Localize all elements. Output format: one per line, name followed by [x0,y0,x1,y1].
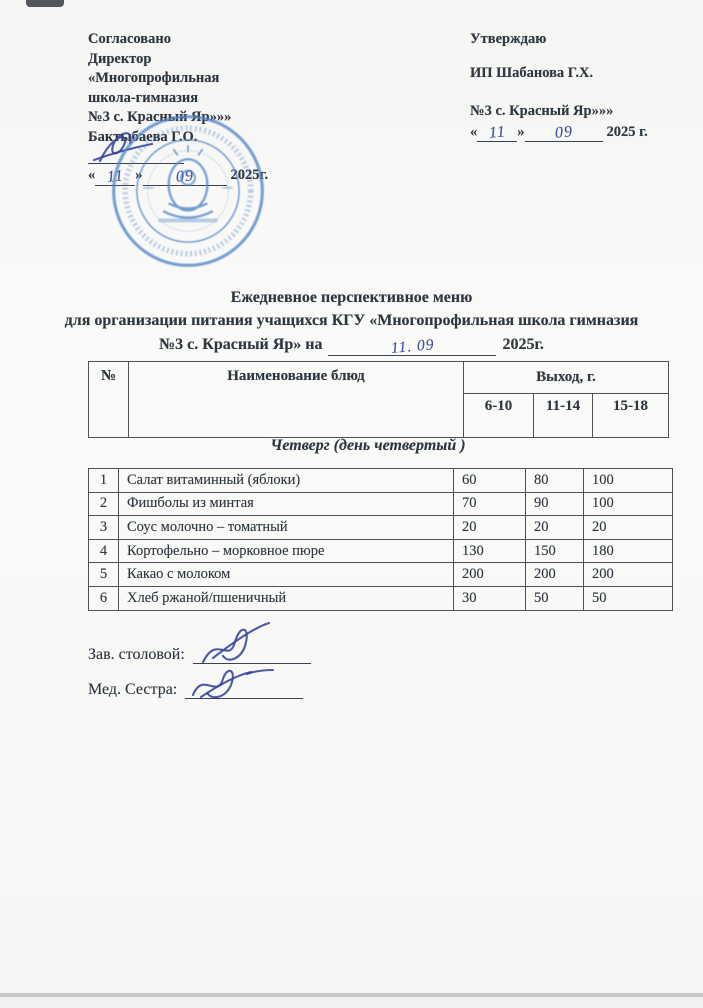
dish-name: Кортофельно – морковное пюре [119,539,454,563]
approval-left-line: Бактыбаева Г.О. [88,128,198,145]
day-heading: Четверг (день четвертый ) [270,437,466,454]
portion-6-10: 30 [454,586,526,610]
approval-left-line: №3 с. Красный Яр»»» [88,109,232,125]
table-row [89,469,673,493]
quote-close: » [135,167,143,183]
dish-name: Хлеб ржаной/пшеничный [119,586,454,610]
row-number: 6 [89,586,119,610]
title-line3 [0,333,703,356]
title-line2: для организации питания учащихся КГУ «Многопрофильная школа гимназия [64,312,639,329]
portion-11-14: 200 [526,563,584,587]
quote-open: « [470,124,478,140]
year-label: 2025г. [230,167,269,183]
handwritten-day-slot [477,125,517,142]
portion-15-18: 50 [584,586,673,610]
director-signature-line [88,148,184,164]
row-number: 3 [89,516,119,540]
table-row [89,563,673,587]
menu-body-table [88,468,673,611]
portion-6-10: 200 [454,563,526,587]
approve-title: Утверждаю [470,31,547,47]
portion-6-10: 70 [454,492,526,516]
handwritten-month-slot [525,125,603,142]
canteen-manager-signature-ink [197,620,287,666]
portion-11-14: 150 [526,539,584,563]
approval-right-date [470,123,680,142]
portion-6-10: 60 [454,469,526,493]
column-header-number: № [89,362,129,438]
row-number: 1 [89,469,119,493]
quote-close: » [517,124,525,140]
age-group-header: 6-10 [464,394,534,438]
approval-left-line: «Многопрофильная [88,70,220,86]
dish-name: Фишболы из минтая [119,492,454,516]
portion-11-14: 90 [526,492,584,516]
handwritten-month: 09 [553,123,574,142]
portion-6-10: 20 [454,516,526,540]
portion-11-14: 50 [526,586,584,610]
nurse-signature-ink [189,661,285,701]
approval-block-right [470,30,680,142]
portion-15-18: 100 [584,492,673,516]
title-handwritten-date: 11. 09 [389,336,435,357]
nurse-signature-line [185,684,303,699]
title-line3-prefix: №3 с. Красный Яр» на [159,336,323,353]
title-line3-year: 2025г. [502,336,544,353]
table-row [89,586,673,610]
handwritten-day-slot [95,166,135,186]
portion-11-14: 20 [526,516,584,540]
approval-left-line: школа-гимназия [88,89,199,106]
column-header-dish: Наименование блюд [129,362,464,438]
canteen-manager-label: Зав. столовой: [88,646,185,663]
handwritten-day: 11 [488,123,507,142]
approval-left-line: Согласовано [88,31,171,47]
approval-left-line: Директор [88,50,152,67]
table-row [89,492,673,516]
age-group-header: 15-18 [593,394,669,438]
nurse-signature-row [88,681,303,699]
document-title [0,286,703,356]
approver-name: ИП Шабанова Г.Х. [470,65,594,81]
portion-15-18: 200 [584,563,673,587]
year-label: 2025 г. [606,124,648,140]
title-date-slot [328,336,496,357]
nurse-label: Мед. Сестра: [88,681,178,698]
portion-6-10: 130 [454,539,526,563]
row-number: 4 [89,539,119,563]
quote-open: « [88,167,96,183]
portion-15-18: 20 [584,516,673,540]
column-header-output: Выход, г. [464,362,669,394]
portion-11-14: 80 [526,469,584,493]
age-group-header: 11-14 [534,394,593,438]
dish-name: Какао с молоком [119,563,454,587]
approver-org: №3 с. Красный Яр»»» [470,103,614,119]
photo-corner-tab [26,0,64,7]
approval-block-left [88,30,338,186]
title-line1: Ежедневное перспективное меню [230,289,473,306]
handwritten-month: 09 [174,166,195,186]
photo-bottom-strip [0,997,703,1008]
menu-header-table [88,361,669,438]
row-number: 5 [89,563,119,587]
director-signature-ink [90,127,174,167]
table-row [89,516,673,540]
dish-name: Соус молочно – томатный [119,516,454,540]
approval-left-date [88,166,338,186]
portion-15-18: 100 [584,469,673,493]
dish-name: Салат витаминный (яблоки) [119,469,454,493]
handwritten-month-slot [143,166,227,186]
row-number: 2 [89,492,119,516]
table-row [89,539,673,563]
handwritten-day: 11 [106,166,125,186]
portion-15-18: 180 [584,539,673,563]
